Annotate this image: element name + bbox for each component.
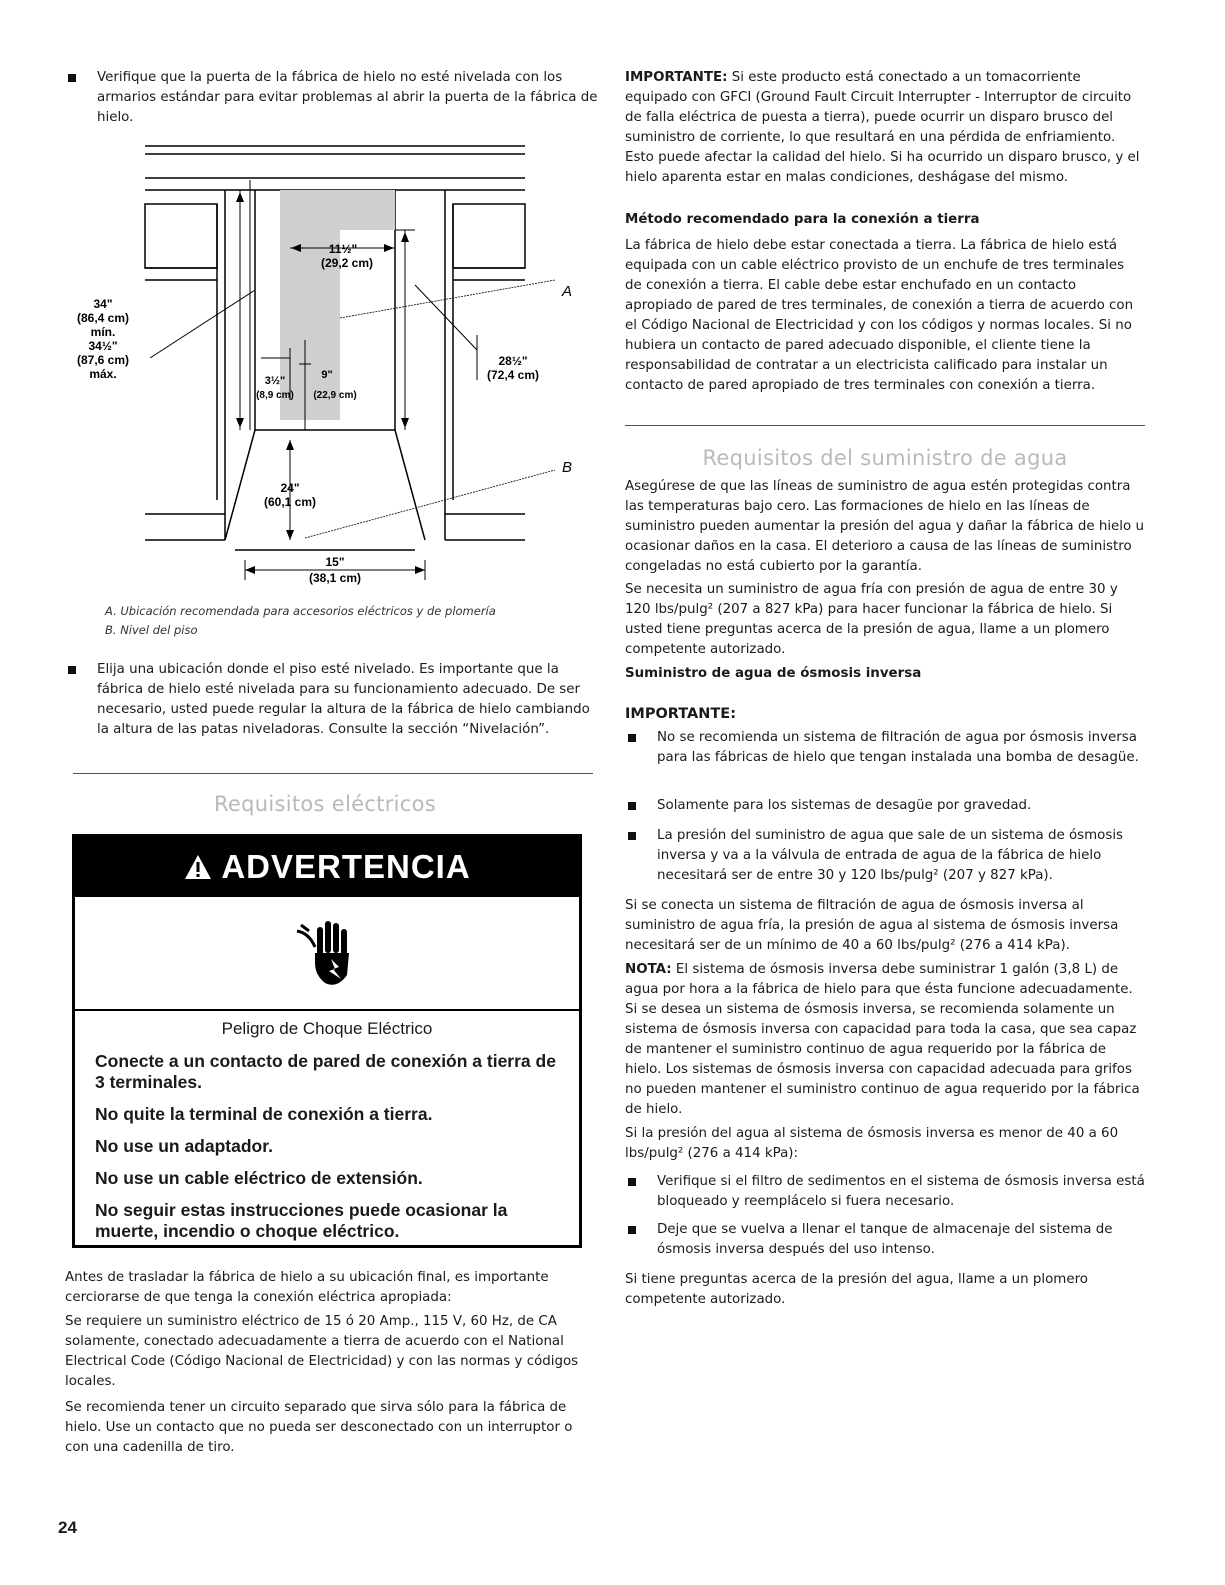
ro-bullet2-2: Deje que se vuelva a llenar el tanque de almacenaje del sistema de ósmosis inversa después del uso intenso.: [625, 1220, 1157, 1260]
dim-right-metric: (22,9 cm): [313, 390, 357, 401]
right-height-label: 28½": [498, 354, 528, 368]
letter-b: B: [561, 459, 573, 476]
width-top-metric: (29,2 cm): [320, 256, 374, 270]
warning-triangle-icon: [183, 853, 213, 881]
important-label: IMPORTANTE:: [625, 70, 728, 85]
installation-diagram: [65, 140, 585, 600]
dim-right-label: 9": [321, 369, 333, 381]
electric-shock-hand-icon: [287, 913, 367, 993]
height-label-6: máx.: [89, 367, 117, 381]
important-text: Si este producto está conectado a un tomacorriente equipado con GFCI (Ground Fault Circuit Interrupter - Interruptor de circuito de falla eléctrica de puesta a tierra), puede ocurrir un disparo brusco del suministro de corriente, lo que resultará en una pérdida de enfriamiento. Esto puede afectar la calidad del hielo. Si ha ocurrido un disparo brusco, y el hielo aparenta estar en malas condiciones, deshágase del mismo.: [625, 70, 1140, 185]
ro-bullet2-1: Verifique si el filtro de sedimentos en el sistema de ósmosis inversa está bloqueado y reemplácelo si fuera necesario.: [625, 1172, 1157, 1212]
height-label-4: 34½": [88, 339, 118, 353]
warning-line-5: No seguir estas instrucciones puede ocasionar la muerte, incendio o choque eléctrico.: [95, 1200, 508, 1241]
nota-label: NOTA:: [625, 962, 672, 977]
mid-height-metric: (60,1 cm): [263, 495, 317, 509]
warning-icon-row: [75, 897, 579, 1011]
ro-bullet-3: La presión del suministro de agua que sale de un sistema de ósmosis inversa y va a la válvula de entrada de agua de la fábrica de hielo necesitará ser de entre 30 y 120 lbs/pulg² (207 y 827 kPa).: [625, 826, 1157, 886]
ro-heading: Suministro de agua de ósmosis inversa: [625, 666, 922, 681]
important2-label: IMPORTANTE:: [625, 706, 737, 722]
bottom-width-metric: (38,1 cm): [308, 571, 362, 585]
warning-body: [75, 1019, 579, 1242]
nota-para: [625, 960, 1145, 1120]
section-divider: [73, 773, 593, 774]
dim-left-label: 3½": [264, 375, 286, 387]
important-gfci: [625, 68, 1145, 188]
warning-box: [72, 834, 582, 1248]
warning-line-2: No quite la terminal de conexión a tierra.: [95, 1104, 433, 1124]
warning-line-1: Conecte a un contacto de pared de conexión a tierra de 3 terminales.: [95, 1051, 556, 1092]
ro-para-1: Si se conecta un sistema de filtración de agua de ósmosis inversa al suministro de agua fría, la presión de agua al sistema de ósmosis inversa necesitará ser de un mínimo de 40 a 60 lbs/pulg² (276 a 414 kPa).: [625, 898, 1119, 953]
para-separate-circuit: Se recomienda tener un circuito separado que sirva sólo para la fábrica de hielo. Use un contacto que no pueda ser desconectado con un interruptor o con una cadenilla de tiro.: [65, 1400, 573, 1455]
water-para-2: Se necesita un suministro de agua fría con presión de agua de entre 30 y 120 lbs/pulg² (207 a 827 kPa) para hacer funcionar la fábrica de hielo. Si usted tiene preguntas acerca de la presión de agua, llame a un plomero competente autorizado.: [625, 582, 1118, 657]
water-section-title: Requisitos del suministro de agua: [702, 446, 1068, 470]
right-height-metric: (72,4 cm): [486, 368, 540, 382]
warning-line-3: No use un adaptador.: [95, 1136, 273, 1156]
para-before-moving: Antes de trasladar la fábrica de hielo a su ubicación final, es importante cerciorarse de que tenga la conexión eléctrica apropiada:: [65, 1270, 549, 1305]
para-supply-requirements: Se requiere un suministro eléctrico de 15 ó 20 Amp., 115 V, 60 Hz, de CA solamente, conectado adecuadamente a tierra de acuerdo con el National Electrical Code (Código Nacional de Electricidad) y con las normas y códigos locales.: [65, 1314, 579, 1389]
page-number: 24: [58, 1518, 77, 1537]
bullet-door-level: Verifique que la puerta de la fábrica de hielo no esté nivelada con los armarios estándar para evitar problemas al abrir la puerta de la fábrica de hielo.: [65, 68, 602, 128]
warning-line-4: No use un cable eléctrico de extensión.: [95, 1168, 423, 1188]
ro-bullet-2: Solamente para los sistemas de desagüe por gravedad.: [625, 796, 1157, 816]
water-para-1: Asegúrese de que las líneas de suministro de agua estén protegidas contra las temperaturas bajo cero. Las formaciones de hielo en las líneas de suministro pueden aumentar la presión del agua y dañar la fábrica de hielo u ocasionar daños en la casa. El deterioro a causa de las líneas de suministro congeladas no está cubierto por la garantía.: [625, 479, 1144, 574]
ro-para-3: Si tiene preguntas acerca de la presión del agua, llame a un plomero competente autorizado.: [625, 1272, 1088, 1307]
height-label-5: (87,6 cm): [76, 353, 130, 367]
dim-left-metric: (8,9 cm): [256, 390, 294, 401]
ro-bullet-1: No se recomienda un sistema de filtración de agua por ósmosis inversa para las fábricas de hielo que tengan instalada una bomba de desagüe.: [625, 728, 1157, 768]
grounding-text: La fábrica de hielo debe estar conectada a tierra. La fábrica de hielo está equipada con un cable eléctrico provisto de un enchufe de tres terminales de conexión a tierra. El cable debe estar enchufado en un contacto apropiado de pared de tres terminales, de conexión a tierra de acuerdo con el Código Nacional de Electricidad y con los códigos y normas locales. Si no hubiera un contacto de pared adecuado disponible, el cliente tiene la responsabilidad de contratar a un electricista calificado para instalar un contacto de pared apropiado de tres terminales con conexión a tierra.: [625, 238, 1134, 393]
height-label-2: (86,4 cm): [76, 311, 130, 325]
electrical-section-title: Requisitos eléctricos: [213, 792, 437, 816]
section-divider-right: [625, 425, 1145, 426]
height-label-1: 34": [93, 297, 113, 311]
grounding-heading: Método recomendado para la conexión a tierra: [625, 212, 980, 227]
letter-a: A: [561, 283, 573, 300]
nota-text: El sistema de ósmosis inversa debe suministrar 1 galón (3,8 L) de agua por hora a la fábrica de hielo para que ésta funcione adecuadamente. Si se desea un sistema de ósmosis inversa, se recomienda solamente un sistema de ósmosis inversa con capacidad para toda la casa, que sea capaz de mantener el suministro continuo de agua requerido por la fábrica de hielo. Los sistemas de ósmosis inversa con capacidad adecuada para grifos no pueden mantener el suministro continuo de agua requerido por la fábrica de hielo.: [625, 962, 1140, 1117]
width-top-label: 11½": [328, 242, 358, 256]
warning-title: ADVERTENCIA: [221, 848, 471, 885]
warning-header: [75, 837, 579, 897]
caption-a: A. Ubicación recomendada para accesorios eléctricos y de plomería: [105, 604, 496, 618]
caption-b: B. Nivel del piso: [105, 623, 198, 637]
warning-subtitle: Peligro de Choque Eléctrico: [221, 1019, 433, 1038]
mid-height-label: 24": [280, 481, 300, 495]
height-label-3: mín.: [90, 325, 116, 339]
bullet-floor-level: Elija una ubicación donde el piso esté nivelado. Es importante que la fábrica de hielo esté nivelada para su funcionamiento adecuado. De ser necesario, usted puede regular la altura de la fábrica de hielo cambiando la altura de las patas niveladoras. Consulte la sección “Nivelación”.: [65, 660, 602, 740]
ro-para-2: Si la presión del agua al sistema de ósmosis inversa es menor de 40 a 60 lbs/pulg² (276 a 414 kPa):: [625, 1126, 1119, 1161]
bottom-width-label: 15": [325, 555, 345, 569]
